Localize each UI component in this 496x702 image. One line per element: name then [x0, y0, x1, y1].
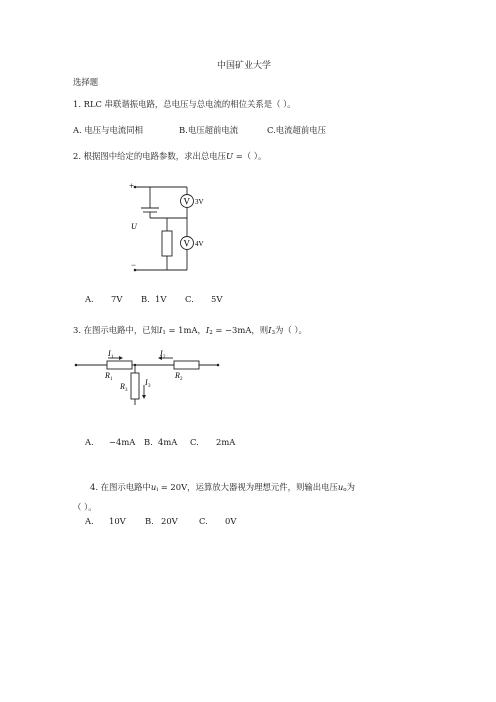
q2-option-a-letter: A. — [85, 294, 94, 304]
q4-option-a-value: 10V — [109, 516, 126, 526]
q2-voltmeter-top-label: 3V — [195, 198, 204, 206]
section-heading: 选择题 — [73, 77, 99, 87]
q2-voltmeter-bottom-icon: V — [183, 238, 190, 249]
q2-u-label: U — [131, 222, 137, 231]
q3-option-a-value: −4mA — [109, 437, 136, 447]
q3-resistor-r3-label: R — [120, 382, 125, 391]
q3-i3-sub: 3 — [271, 330, 275, 336]
q4-option-c-value: 0V — [225, 516, 237, 526]
q2-option-c-letter: C. — [185, 294, 194, 304]
page-title: 中国矿业大学 — [217, 61, 272, 71]
q2-option-c-value: 5V — [211, 294, 223, 304]
q2-var-u: U — [226, 151, 234, 161]
q1-option-a: A. 电压与电流同相 — [73, 125, 143, 135]
q3-current-i3-label: I — [145, 378, 148, 387]
q4-uo-sub: o — [343, 487, 347, 493]
q2-option-b-letter: B. — [141, 294, 150, 304]
q3-i3: I — [268, 325, 272, 335]
q2-options — [85, 295, 222, 303]
q4-option-b-letter: B. — [145, 516, 154, 526]
q2-terminal-plus — [134, 186, 137, 189]
q3-circuit-diagram — [72, 345, 222, 407]
q3-current-i1-label: I — [108, 349, 111, 358]
q4-option-c-letter: C. — [199, 516, 208, 526]
q2-voltmeter-top-icon: V — [183, 196, 190, 207]
q3-current-i2-label: I — [160, 349, 163, 358]
q4-stem — [90, 483, 355, 494]
q3-stem-prefix: 3. 在图示电路中，已知 — [73, 325, 160, 335]
q3-i1-value: = 1mA， — [165, 325, 206, 335]
q4-uo: u — [337, 482, 344, 492]
q2-voltmeter-bottom-label: 4V — [195, 240, 204, 248]
q2-minus-label: − — [131, 260, 137, 270]
q2-circuit-diagram — [125, 178, 220, 276]
q4-options — [85, 517, 236, 525]
q4-stem-prefix: 4. 在图示电路中 — [90, 482, 151, 492]
q3-i2-value: = −3mA，则 — [212, 325, 269, 335]
q3-i2-sub: 2 — [209, 330, 213, 336]
q1-option-b: B.电压超前电流 — [179, 125, 239, 135]
q3-resistor-r2-sub: 2 — [180, 377, 183, 382]
q4-ui-sub: i — [156, 487, 159, 493]
q3-resistor-r2-label: R — [175, 371, 180, 380]
q2-stem — [73, 152, 266, 160]
q2-plus-label: + — [129, 181, 135, 191]
q1-options — [73, 126, 326, 134]
q2-option-b-value: 1V — [155, 294, 167, 304]
q3-option-c-letter: C. — [190, 437, 199, 447]
q4-stem-line2: （ ）。 — [73, 502, 97, 512]
q3-option-b-value: 4mA — [158, 437, 178, 447]
q2-stem-prefix: 2. 根据图中给定的电路参数，求出总电压 — [73, 151, 227, 161]
q3-stem — [73, 326, 307, 337]
q1-stem: 1. RLC 串联谐振电路，总电压与总电流的相位关系是（ ）。 — [73, 99, 296, 109]
q3-resistor-r1-label: R — [105, 371, 110, 380]
q3-option-b-letter: B. — [144, 437, 153, 447]
q4-ui-value: = 20V，运算放大器视为理想元件，则输出电压 — [158, 482, 338, 492]
q2-option-a-value: 7V — [111, 294, 123, 304]
q3-options — [85, 438, 235, 446]
q4-ui: u — [150, 482, 157, 492]
q3-current-i3-sub: 3 — [148, 384, 151, 389]
q3-resistor-r3-sub: 3 — [125, 388, 128, 393]
q3-i1-sub: 1 — [162, 330, 166, 336]
q2-stem-suffix: =（ ）。 — [233, 151, 267, 161]
q3-current-i2-sub: 2 — [163, 355, 166, 360]
q3-stem-suffix: 为（ ）。 — [274, 325, 307, 335]
q3-option-c-value: 2mA — [216, 437, 236, 447]
q3-i2: I — [205, 325, 210, 335]
q3-option-a-letter: A. — [85, 437, 94, 447]
q3-i1: I — [159, 325, 163, 335]
q4-option-b-value: 20V — [161, 516, 178, 526]
q1-option-c: C.电流超前电压 — [267, 125, 327, 135]
q4-stem-suffix: 为 — [346, 482, 355, 492]
q4-option-a-letter: A. — [85, 516, 94, 526]
q3-resistor-r1-sub: 1 — [110, 377, 113, 382]
q3-current-i1-sub: 1 — [111, 355, 114, 360]
